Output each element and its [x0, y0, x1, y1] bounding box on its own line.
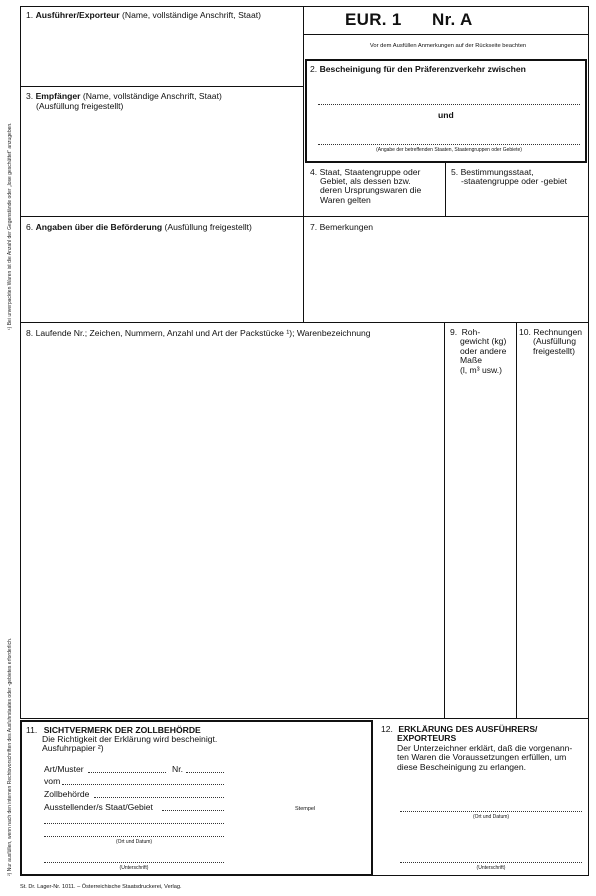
box-5-destination-country[interactable]	[451, 168, 585, 186]
box-11-line-2: Ausfuhrpapier ²)	[42, 743, 104, 754]
box-7-remarks[interactable]	[310, 222, 580, 232]
box-6-title: Angaben über die Beförderung	[35, 222, 163, 232]
box-5-line-1: Bestimmungsstaat,	[460, 167, 534, 177]
box-11-zoll-line	[94, 797, 224, 798]
box-11-vom-label: vom	[44, 776, 61, 786]
box-1-title: Ausführer/Exporteur	[35, 10, 120, 20]
box-11-ort-caption: (Ort und Datum)	[115, 839, 153, 845]
box-11-number: 11.	[26, 725, 38, 735]
box-7-number: 7.	[310, 222, 318, 232]
box-10-line-2: (Ausfüllung	[533, 336, 576, 347]
box-9-gross-weight[interactable]	[450, 328, 514, 375]
box-12-ort-line	[400, 811, 582, 812]
footer-imprint: St. Dr. Lager-Nr. 1011. – Österreichische Staatsdruckerei, Verlag.	[20, 884, 182, 890]
box-4-line-4: Waren gelten	[320, 194, 371, 205]
box-10-line-1: Rechnungen	[533, 327, 583, 337]
box-12-line-1: Der Unterzeichner erklärt, daß die vorgenann-	[397, 742, 573, 753]
box-2-line-2	[318, 144, 580, 145]
box-4-line-3: deren Ursprungswaren die	[320, 185, 422, 196]
box-3-title: Empfänger	[35, 91, 81, 101]
box-11-stempel: Stempel	[295, 806, 316, 812]
box-9-number: 9.	[450, 327, 458, 337]
box-7-title: Bemerkungen	[319, 222, 374, 232]
box-11-art-line	[88, 772, 166, 773]
box-6-transport[interactable]	[26, 222, 298, 232]
box-1-detail: (Name, vollständige Anschrift, Staat)	[122, 10, 261, 20]
box-2-title: Bescheinigung für den Präferenzverkehr zwischen	[319, 64, 526, 74]
box-11-signature-line	[44, 862, 224, 863]
box-2-und: und	[438, 110, 454, 120]
box-11-ort-line	[44, 836, 224, 837]
box-2-preference-certificate[interactable]	[310, 64, 580, 74]
box-12-signature-caption: (Unterschrift)	[476, 865, 506, 871]
box-11-title: SICHTVERMERK DER ZOLLBEHÖRDE	[43, 725, 201, 735]
box-11-extra-line-1	[44, 823, 224, 824]
box-1-exporter[interactable]	[26, 10, 296, 20]
box-9-line-2: gewicht (kg)	[460, 336, 507, 347]
box-2-number: 2.	[310, 64, 318, 74]
box-11-vom-line	[62, 784, 224, 785]
box-9-line-1: Roh-	[461, 327, 481, 337]
box-4-origin-country[interactable]	[310, 168, 442, 205]
box-4-line-2: Gebiet, als dessen bzw.	[320, 176, 411, 187]
box-1-number: 1.	[26, 10, 34, 20]
box-12-line-3: diese Bescheinigung zu erlangen.	[397, 761, 526, 772]
box-8-number: 8.	[26, 328, 34, 338]
box-6-detail: (Ausfüllung freigestellt)	[164, 222, 252, 232]
box-11-customs-endorsement[interactable]	[26, 726, 366, 754]
box-6-number: 6.	[26, 222, 34, 232]
box-5-line-2: -staatengruppe oder -gebiet	[461, 176, 568, 187]
box-11-signature-caption: (Unterschrift)	[119, 865, 149, 871]
box-12-ort-caption: (Ort und Datum)	[472, 814, 510, 820]
header-note: Vor dem Ausfüllen Anmerkungen auf der Rückseite beachten	[369, 43, 527, 49]
box-12-number: 12.	[381, 724, 393, 734]
box-11-line-1: Die Richtigkeit der Erklärung wird bescheinigt.	[42, 734, 218, 745]
box-4-number: 4.	[310, 167, 318, 177]
box-11-nr-label: Nr.	[172, 764, 183, 774]
box-12-title-2: EXPORTEURS	[397, 733, 457, 744]
box-4-line-1: Staat, Staatengruppe oder	[319, 167, 421, 177]
side-note-1: ¹) Bei unverpackten Waren ist die Anzahl der Gegenstände oder „lose geschüttet" anzugeben.	[7, 122, 13, 330]
box-2-caption: (Angabe der betreffenden Staaten, Staatengruppen oder Gebiete)	[376, 147, 522, 153]
box-11-aus-line	[162, 810, 224, 811]
box-9-line-3: oder andere	[460, 345, 507, 356]
box-10-invoices[interactable]	[519, 328, 587, 356]
box-11-zoll-label: Zollbehörde	[44, 789, 90, 799]
box-9-line-4: Maße	[460, 355, 482, 366]
form-number: Nr. A	[432, 10, 473, 29]
box-5-number: 5.	[451, 167, 459, 177]
form-title-eur1: EUR. 1	[345, 10, 402, 29]
box-11-nr-line	[186, 772, 224, 773]
box-10-line-3: freigestellt)	[533, 345, 576, 356]
box-11-aus-label: Ausstellender/s Staat/Gebiet	[44, 802, 153, 812]
box-3-detail-2: (Ausfüllung freigestellt)	[36, 101, 124, 111]
box-12-exporter-declaration[interactable]	[381, 725, 586, 772]
box-12-line-2: ten Waren die Voraussetzungen erfüllen, um	[397, 752, 567, 763]
box-3-detail: (Name, vollständige Anschrift, Staat)	[82, 91, 222, 101]
box-12-signature-line	[400, 862, 582, 863]
box-3-number: 3.	[26, 91, 34, 101]
box-2-line-1	[318, 104, 580, 105]
box-3-consignee[interactable]	[26, 91, 296, 111]
box-8-text: Laufende Nr.; Zeichen, Nummern, Anzahl und Art der Packstücke ¹); Warenbezeichnung	[35, 328, 371, 338]
box-9-line-5: (l, m³ usw.)	[460, 364, 503, 375]
box-10-number: 10.	[519, 327, 531, 337]
box-12-title-1: ERKLÄRUNG DES AUSFÜHRERS/	[398, 724, 538, 734]
side-note-2: ²) Nur ausfüllen, wenn nach den internen Rechtsvorschriften des Ausfuhrstaates oder -gebietes erforderlich.	[7, 637, 13, 876]
box-8-goods-description[interactable]	[26, 328, 440, 338]
box-11-art-label: Art/Muster	[44, 764, 84, 774]
